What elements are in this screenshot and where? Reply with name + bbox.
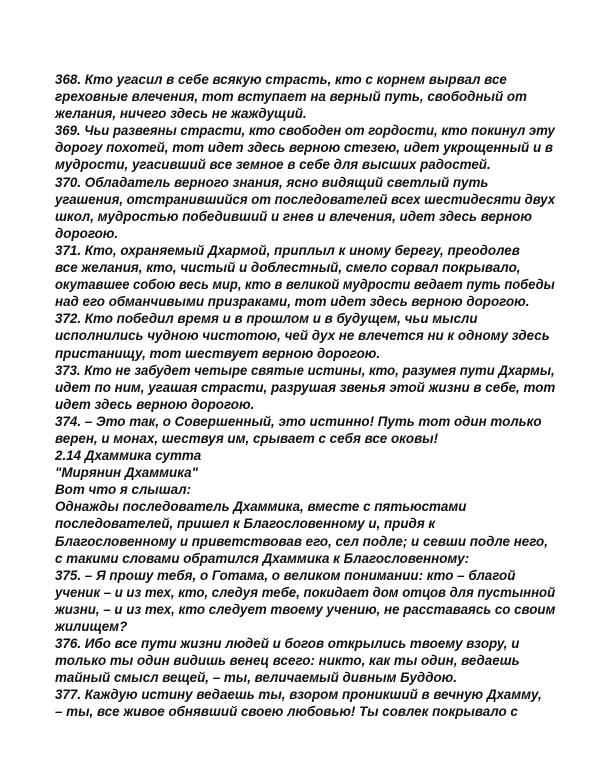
text-line: мудрости, угасивший все земное в себе для высших радостей.	[55, 157, 491, 173]
text-line: жилищем?	[55, 619, 128, 634]
text-line: Вот что я слышал:	[55, 482, 192, 498]
text-line: 371. Кто, охраняемый Дхармой, приплыл к иному берегу, преодолев	[55, 242, 520, 258]
text-line: желания, ничего здесь не жаждущий.	[55, 106, 307, 122]
text-line: тайный смысл вещей, – ты, величаемый дивным Буддою.	[55, 670, 457, 686]
text-line: жизни, – и из тех, кто следует твоему учению, не расставаясь со своим	[55, 601, 556, 617]
text-line: 368. Кто угасил в себе всякую страсть, кто с корнем вырвал все	[55, 72, 507, 87]
text-line: идет по ним, угашая страсти, разрушая звенья этой жизни в себе, тот	[55, 379, 556, 395]
body-text	[55, 71, 555, 721]
text-line: пристанищу, тот шествует верною дорогою.	[55, 345, 381, 361]
text-line: Однажды последователь Дхаммика, вместе с пятьюстами	[55, 499, 467, 515]
text-line: последователей, пришел к Благословенному и, придя к	[55, 516, 436, 532]
text-line: ученик – и из тех, кто, следуя тебе, покидает дом отцов для пустынной	[55, 584, 556, 600]
text-line: школ, мудростью победивший и гнев и влечения, идет здесь верною	[55, 208, 532, 224]
text-line: Благословенному и приветствовав его, сел подле; и севши подле него,	[55, 533, 548, 549]
text-line: окутавшее собою весь мир, кто в великой мудрости ведает путь победы	[55, 277, 555, 293]
text-line: верен, и монах, шествуя им, срывает с себя все оковы!	[55, 430, 439, 446]
section-heading: 2.14 Дхаммика сутта	[55, 448, 202, 464]
section-subtitle: "Мирянин Дхаммика"	[55, 465, 198, 481]
text-line: – ты, все живое обнявший своею любовью! Ты совлек покрывало с	[55, 704, 518, 720]
text-line: 372. Кто победил время и в прошлом и в будущем, чьи мысли	[55, 311, 478, 327]
text-line: идет здесь верною дорогою.	[55, 396, 255, 412]
text-line: все желания, кто, чистый и доблестный, смело сорвал покрывало,	[55, 260, 521, 276]
text-line: 369. Чьи развеяны страсти, кто свободен от гордости, кто покинул эту	[55, 123, 555, 139]
text-line: угашения, отстранившийся от последователей всех шестидесяти двух	[55, 191, 556, 207]
text-line: с такими словами обратился Дхаммика к Благословенному:	[55, 550, 470, 566]
text-line: 376. Ибо все пути жизни людей и богов открылись твоему взору, и	[55, 636, 520, 652]
text-line: 373. Кто не забудет четыре святые истины, кто, разумея пути Дхармы,	[55, 362, 555, 378]
text-line: 375. – Я прошу тебя, о Готама, о великом понимании: кто – благой	[55, 567, 516, 583]
text-line: 374. – Это так, о Совершенный, это истинно! Путь тот один только	[55, 413, 542, 429]
text-line: дорогою.	[55, 225, 119, 241]
text-line: исполнились чудною чистотою, чей дух не влечется ни к одному здесь	[55, 328, 550, 344]
text-line: над его обманчивыми призраками, тот идет здесь верною дорогою.	[55, 294, 530, 310]
text-line: дорогу похотей, тот идет здесь верною стезею, идет укрощенный и в	[55, 140, 553, 156]
text-line: 370. Обладатель верного знания, ясно видящий светлый путь	[55, 174, 489, 190]
text-line: только ты один видишь венец всего: никто, как ты один, ведаешь	[55, 653, 520, 669]
text-line: 377. Каждую истину ведаешь ты, взором проникший в вечную Дхамму,	[55, 687, 542, 703]
text-line: греховные влечения, тот вступает на верный путь, свободный от	[55, 89, 527, 105]
